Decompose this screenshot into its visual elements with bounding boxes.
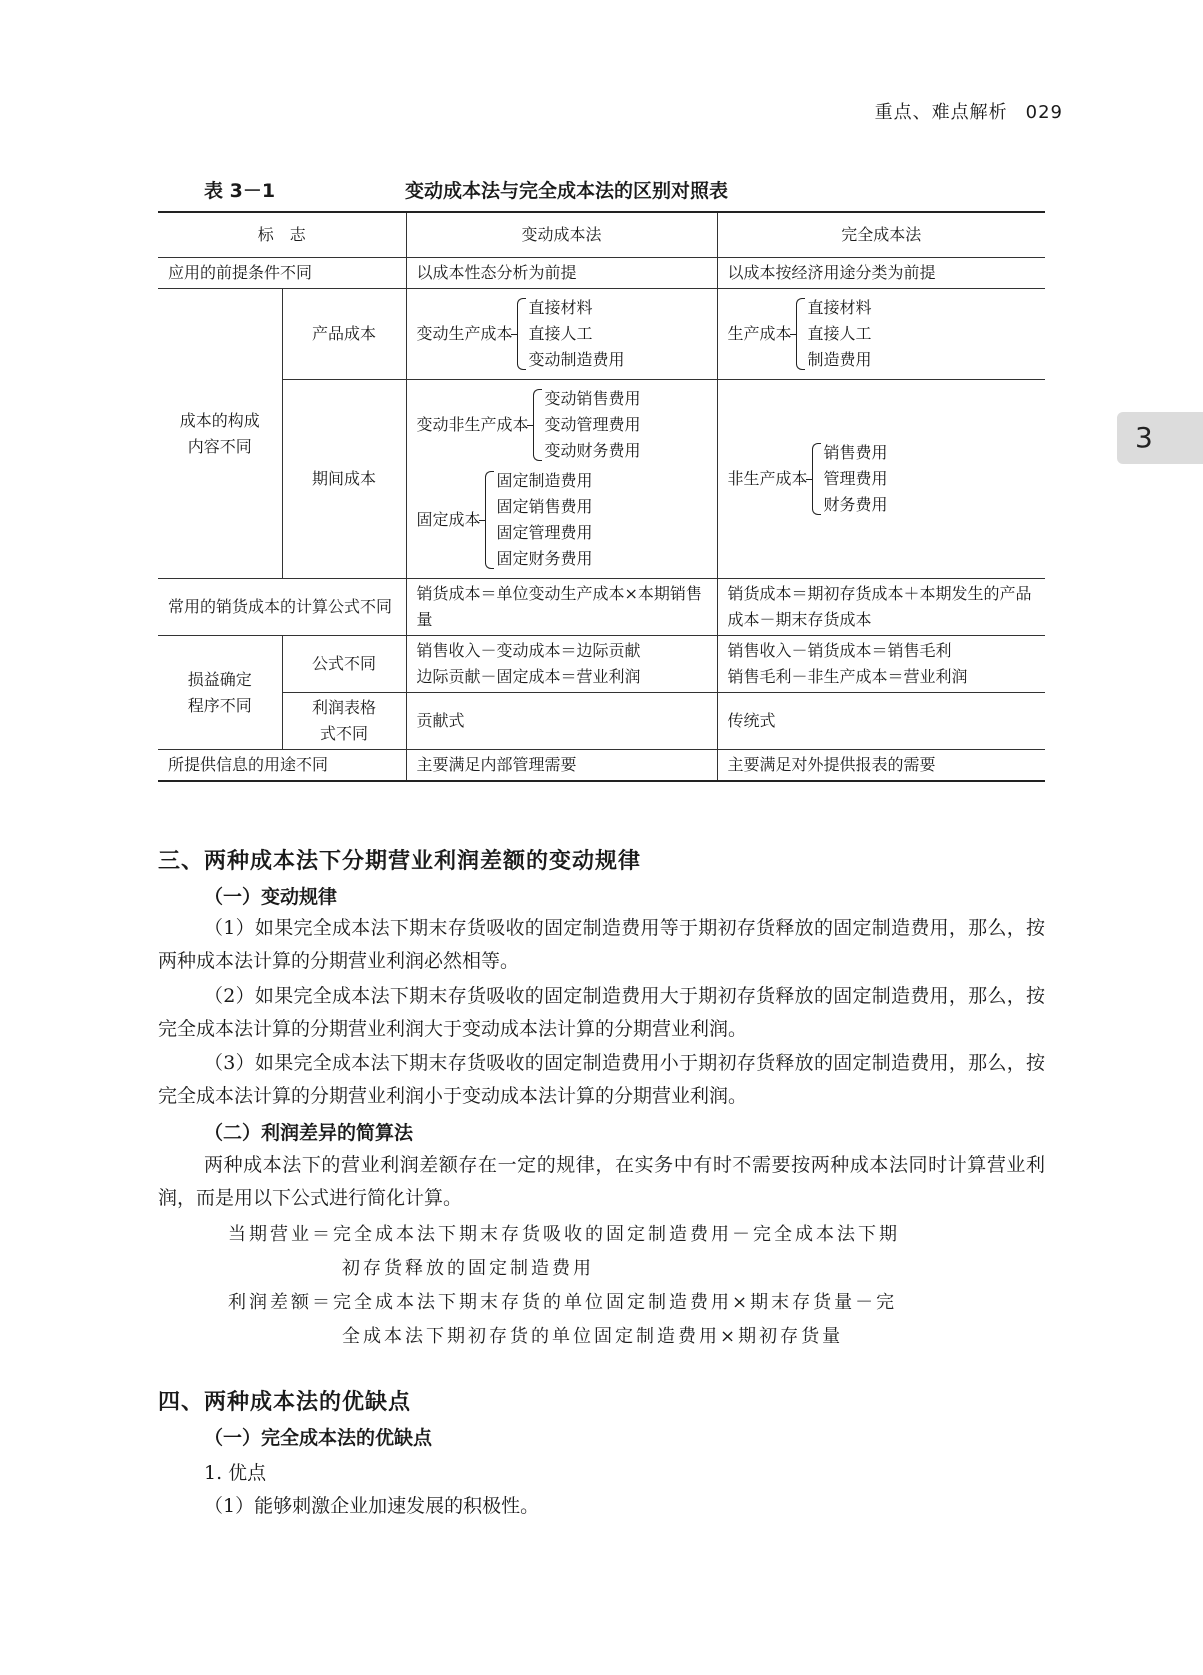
- brace-item: 变动销售费用: [544, 389, 641, 408]
- brace-icon: [796, 298, 805, 370]
- subheading-full-cost: （一）完全成本法的优缺点: [204, 1427, 433, 1449]
- table-row: [158, 750, 1045, 782]
- list-item: （1）能够刺激企业加速发展的积极性。: [204, 1495, 540, 1517]
- brace-group: [417, 295, 707, 373]
- brace-item: 变动制造费用: [528, 350, 625, 369]
- sub-label: 产品成本: [282, 289, 406, 380]
- brace-item: 管理费用: [823, 469, 888, 488]
- brace-icon: [533, 389, 542, 461]
- table-row: [158, 636, 1045, 693]
- brace-item: 固定管理费用: [496, 523, 593, 542]
- formula-line: 当期营业＝完全成本法下期末存货吸收的固定制造费用－完全成本法下期: [228, 1224, 900, 1245]
- brace-head: 变动非生产成本: [416, 415, 529, 434]
- brace-group: [728, 440, 1036, 518]
- formula-line: 初存货释放的固定制造费用: [342, 1258, 594, 1279]
- table-row: [158, 258, 1045, 289]
- formula-line: 利润差额＝完全成本法下期末存货的单位固定制造费用×期末存货量－完: [228, 1292, 898, 1313]
- header-criteria: 标 志: [158, 212, 406, 258]
- brace-head: 非生产成本: [727, 469, 808, 488]
- cell-full: 以成本按经济用途分类为前提: [717, 258, 1045, 289]
- section-heading-4: 四、两种成本法的优缺点: [158, 1390, 412, 1415]
- paragraph-rule-2: （2）如果完全成本法下期末存货吸收的固定制造费用大于期初存货释放的固定制造费用，那么，按完全成本法计算的分期营业利润大于变动成本法计算的分期营业利润。: [158, 985, 1045, 1040]
- brace-item: 直接材料: [528, 298, 593, 317]
- row-label: 所提供信息的用途不同: [158, 750, 406, 782]
- cell-variable: [406, 289, 717, 380]
- brace-item: 直接人工: [528, 324, 593, 343]
- table-row: [158, 380, 1045, 579]
- table-number: 表 3－1: [204, 180, 276, 202]
- table-row: [158, 693, 1045, 750]
- paragraph-rule-1: （1）如果完全成本法下期末存货吸收的固定制造费用等于期初存货释放的固定制造费用，那么，按两种成本法计算的分期营业利润必然相等。: [158, 917, 1045, 972]
- cell-variable: 以成本性态分析为前提: [406, 258, 717, 289]
- row-label: 成本的构成内容不同: [158, 289, 282, 579]
- paragraph-rule-3: （3）如果完全成本法下期末存货吸收的固定制造费用小于期初存货释放的固定制造费用，那么，按完全成本法计算的分期营业利润小于变动成本法计算的分期营业利润。: [158, 1052, 1045, 1107]
- section-name: 重点、难点解析: [874, 102, 1008, 123]
- cell-variable: 贡献式: [406, 693, 717, 750]
- cell-variable: [406, 636, 717, 693]
- brace-group: [417, 468, 707, 572]
- header-variable: 变动成本法: [406, 212, 717, 258]
- sub-label: 利润表格式不同: [282, 693, 406, 750]
- brace-item: 销售费用: [823, 443, 888, 462]
- chapter-tab: 3: [1117, 412, 1203, 464]
- formula-line: 全成本法下期初存货的单位固定制造费用×期初存货量: [342, 1326, 844, 1347]
- formula-line: 边际贡献－固定成本＝营业利润: [416, 667, 641, 686]
- page-number: 029: [1025, 102, 1063, 123]
- brace-icon: [517, 298, 526, 370]
- formula-line: 销售收入－变动成本＝边际贡献: [416, 641, 641, 660]
- brace-icon: [485, 471, 494, 569]
- subheading-change-rules: （一）变动规律: [204, 886, 338, 908]
- cell-variable: 销货成本＝单位变动生产成本×本期销售量: [406, 579, 717, 636]
- cell-full: [717, 289, 1045, 380]
- subheading-shortcut: （二）利润差异的简算法: [204, 1122, 414, 1144]
- brace-item: 制造费用: [807, 350, 872, 369]
- cell-variable: 主要满足内部管理需要: [406, 750, 717, 782]
- cell-full: [717, 380, 1045, 579]
- brace-item: 直接材料: [807, 298, 872, 317]
- brace-item: 固定制造费用: [496, 471, 593, 490]
- table-caption: [160, 174, 1040, 204]
- brace-head: 变动生产成本: [416, 324, 513, 343]
- cell-full: 传统式: [717, 693, 1045, 750]
- brace-group: [417, 386, 707, 464]
- row-label: 常用的销货成本的计算公式不同: [158, 579, 406, 636]
- table-header-row: [158, 212, 1045, 258]
- paragraph-shortcut: 两种成本法下的营业利润差额存在一定的规律，在实务中有时不需要按两种成本法同时计算营业利润，而是用以下公式进行简化计算。: [158, 1154, 1045, 1209]
- brace-item: 财务费用: [823, 495, 888, 514]
- section-heading-3: 三、两种成本法下分期营业利润差额的变动规律: [158, 849, 642, 874]
- sub-label: 公式不同: [282, 636, 406, 693]
- cell-variable: [406, 380, 717, 579]
- list-item: 1. 优点: [204, 1462, 267, 1484]
- brace-head: 固定成本: [416, 510, 481, 529]
- sub-label: 期间成本: [282, 380, 406, 579]
- cell-full: 销货成本＝期初存货成本＋本期发生的产品成本－期末存货成本: [717, 579, 1045, 636]
- cell-full: [717, 636, 1045, 693]
- cell-full: 主要满足对外提供报表的需要: [717, 750, 1045, 782]
- brace-item: 固定财务费用: [496, 549, 593, 568]
- table-row: [158, 289, 1045, 380]
- table-row: [158, 579, 1045, 636]
- brace-group: [728, 295, 1036, 373]
- brace-item: 直接人工: [807, 324, 872, 343]
- table-title: 变动成本法与完全成本法的区别对照表: [405, 180, 729, 202]
- row-label: 应用的前提条件不同: [158, 258, 406, 289]
- brace-item: 固定销售费用: [496, 497, 593, 516]
- brace-item: 变动财务费用: [544, 441, 641, 460]
- brace-head: 生产成本: [727, 324, 792, 343]
- brace-item: 变动管理费用: [544, 415, 641, 434]
- formula-line: 销售收入－销货成本＝销售毛利: [727, 641, 952, 660]
- formula-line: 销售毛利－非生产成本＝营业利润: [727, 667, 968, 686]
- row-label: 损益确定程序不同: [158, 636, 282, 750]
- running-header: [875, 98, 1063, 124]
- comparison-table: [158, 211, 1045, 782]
- header-full: 完全成本法: [717, 212, 1045, 258]
- brace-icon: [812, 443, 821, 515]
